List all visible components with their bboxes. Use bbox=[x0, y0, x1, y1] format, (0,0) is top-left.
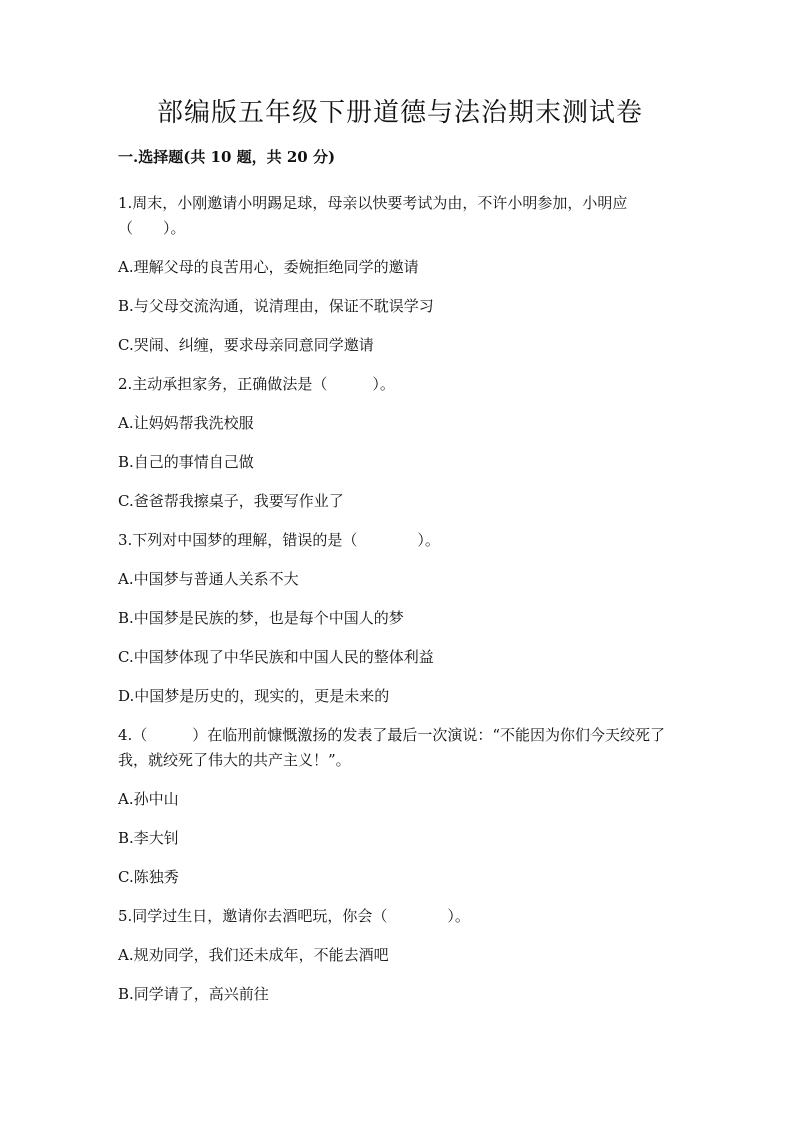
option-d: D.中国梦是历史的，现实的，更是未来的 bbox=[118, 687, 390, 705]
question-1 bbox=[118, 191, 693, 358]
question-5 bbox=[118, 904, 693, 1007]
option-c: C.爸爸帮我擦桌子，我要写作业了 bbox=[118, 492, 344, 510]
option-b: B.李大钊 bbox=[118, 829, 179, 847]
option-a: A.中国梦与普通人关系不大 bbox=[118, 570, 299, 588]
option-b: B.与父母交流沟通，说清理由，保证不耽误学习 bbox=[118, 297, 434, 315]
option-c: C.中国梦体现了中华民族和中国人民的整体利益 bbox=[118, 648, 434, 666]
question-2 bbox=[118, 372, 693, 514]
option-a: A.让妈妈帮我洗校服 bbox=[118, 414, 254, 432]
option-b: B.中国梦是民族的梦，也是每个中国人的梦 bbox=[118, 609, 404, 627]
question-3 bbox=[118, 528, 693, 709]
section-heading: 一.选择题(共 10 题，共 20 分) bbox=[118, 148, 336, 166]
question-4 bbox=[118, 723, 693, 890]
option-b: B.自己的事情自己做 bbox=[118, 453, 254, 471]
option-b: B.同学请了，高兴前往 bbox=[118, 985, 269, 1003]
question-text: 1.周末，小刚邀请小明踢足球，母亲以快要考试为由，不许小明参加，小明应（ ）。 bbox=[118, 194, 628, 237]
question-text: 4.（ ）在临刑前慷慨激扬的发表了最后一次演说：“不能因为你们今天绞死了我，就绞死了伟大的共产主义！”。 bbox=[118, 726, 665, 769]
option-c: C.陈独秀 bbox=[118, 868, 179, 886]
exam-content bbox=[118, 145, 693, 1021]
option-c: C.哭闹、纠缠，要求母亲同意同学邀请 bbox=[118, 336, 374, 354]
question-text: 2.主动承担家务，正确做法是（ ）。 bbox=[118, 375, 395, 393]
option-a: A.理解父母的良苦用心，委婉拒绝同学的邀请 bbox=[118, 258, 419, 276]
question-text: 5.同学过生日，邀请你去酒吧玩，你会（ ）。 bbox=[118, 907, 470, 925]
page-title: 部编版五年级下册道德与法治期末测试卷 bbox=[156, 98, 643, 128]
option-a: A.孙中山 bbox=[118, 790, 179, 808]
question-text: 3.下列对中国梦的理解，错误的是（ ）。 bbox=[118, 531, 440, 549]
option-a: A.规劝同学，我们还未成年，不能去酒吧 bbox=[118, 946, 389, 964]
